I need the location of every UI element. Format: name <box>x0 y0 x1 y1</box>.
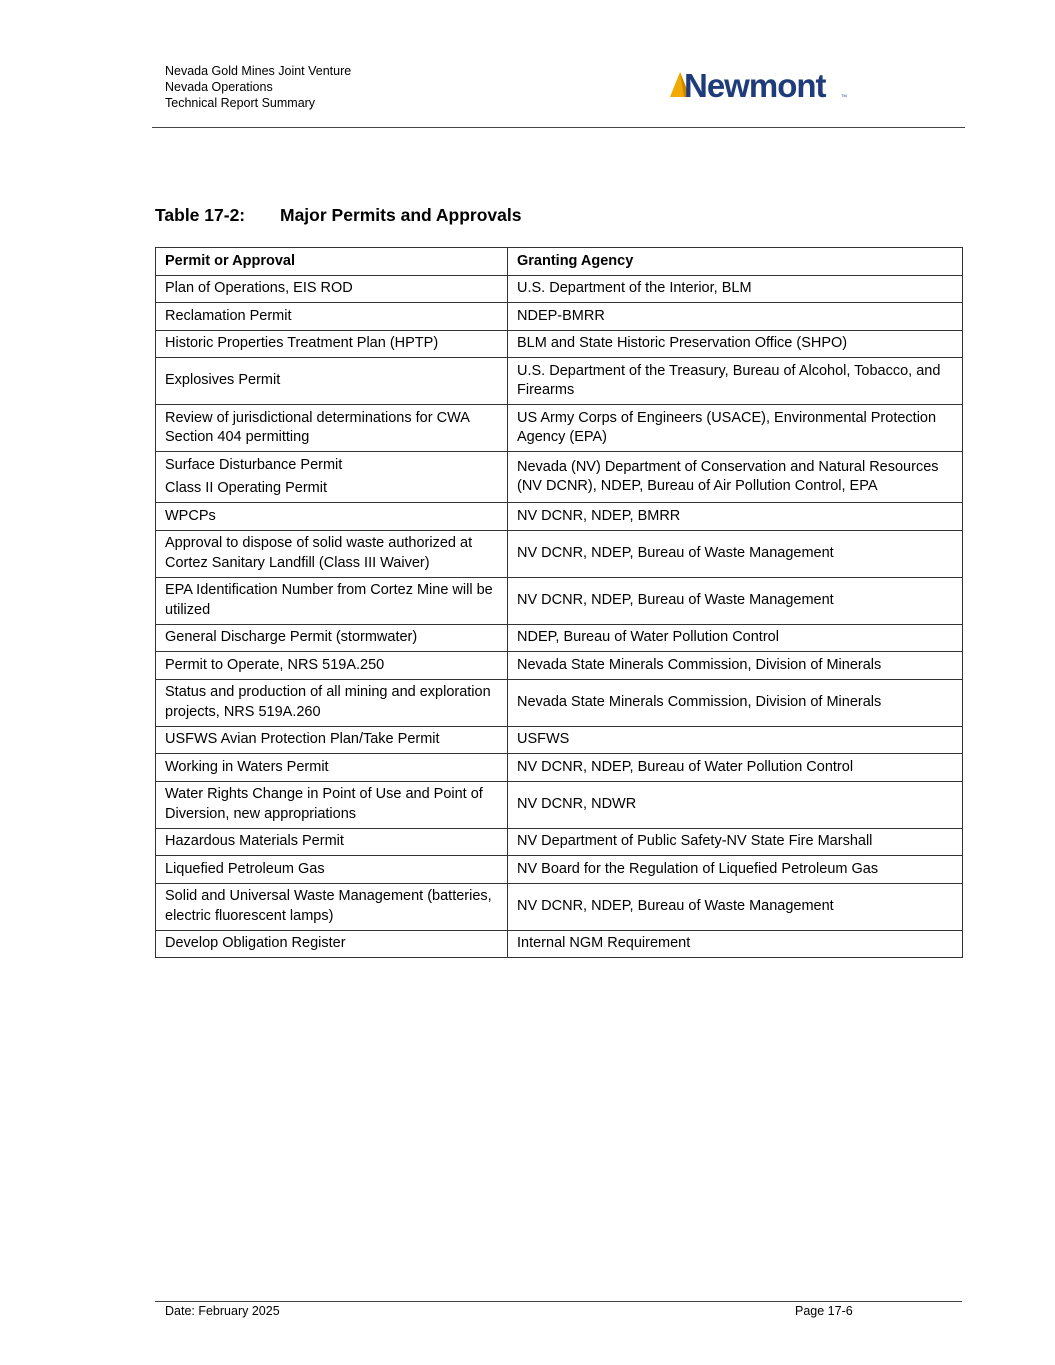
agency-cell: NDEP, Bureau of Water Pollution Control <box>508 624 963 652</box>
permit-cell <box>156 828 508 856</box>
agency-cell: NV DCNR, NDEP, BMRR <box>508 503 963 531</box>
permit-cell <box>156 275 508 303</box>
agency-cell: U.S. Department of the Interior, BLM <box>508 275 963 303</box>
permit-name: Review of jurisdictional determinations for CWA Section 404 permitting <box>165 409 470 445</box>
header-divider <box>152 127 965 128</box>
logo-trademark: TM <box>841 93 847 98</box>
table-number: Table 17-2: <box>155 205 246 225</box>
agency-cell: Nevada State Minerals Commission, Division of Minerals <box>508 652 963 680</box>
table-row <box>156 503 963 531</box>
agency-cell: Nevada State Minerals Commission, Division of Minerals <box>508 679 963 726</box>
agency-cell: US Army Corps of Engineers (USACE), Environmental Protection Agency (EPA) <box>508 405 963 452</box>
permit-cell <box>156 577 508 624</box>
permit-name: WPCPs <box>165 507 216 524</box>
agency-cell: NV Board for the Regulation of Liquefied Petroleum Gas <box>508 856 963 884</box>
permit-cell <box>156 452 508 503</box>
column-header-agency: Granting Agency <box>508 248 963 276</box>
document-header <box>165 63 351 111</box>
table-row <box>156 577 963 624</box>
permit-cell <box>156 530 508 577</box>
permit-cell <box>156 330 508 358</box>
permit-name: USFWS Avian Protection Plan/Take Permit <box>165 731 440 747</box>
permit-name: Historic Properties Treatment Plan (HPTP) <box>165 335 439 351</box>
permit-name: Surface Disturbance Permit <box>165 456 343 473</box>
permit-cell <box>156 358 508 405</box>
permit-cell <box>156 856 508 884</box>
permit-cell <box>156 503 508 531</box>
permit-cell <box>156 405 508 452</box>
permit-name: Explosives Permit <box>165 372 281 389</box>
agency-cell: Internal NGM Requirement <box>508 930 963 958</box>
column-header-permit: Permit or Approval <box>156 248 508 276</box>
permit-cell <box>156 781 508 828</box>
permit-cell <box>156 624 508 652</box>
header-operations: Nevada Operations <box>165 80 273 94</box>
table-header-row <box>156 248 963 276</box>
permit-name: Approval to dispose of solid waste authorized at Cortez Sanitary Landfill (Class III Waiver) <box>165 535 473 571</box>
permit-name: Liquefied Petroleum Gas <box>165 860 325 877</box>
table-body <box>156 275 963 958</box>
agency-cell: NV Department of Public Safety-NV State Fire Marshall <box>508 828 963 856</box>
table-row <box>156 828 963 856</box>
header-company: Nevada Gold Mines Joint Venture <box>165 64 352 78</box>
agency-cell: NV DCNR, NDEP, Bureau of Water Pollution Control <box>508 754 963 782</box>
agency-cell: NV DCNR, NDEP, Bureau of Waste Management <box>508 577 963 624</box>
permit-name: Permit to Operate, NRS 519A.250 <box>165 656 385 673</box>
table-row <box>156 275 963 303</box>
permit-name: Class II Operating Permit <box>165 480 327 496</box>
permit-cell <box>156 930 508 958</box>
permit-name: Plan of Operations, EIS ROD <box>165 280 353 296</box>
agency-cell: NDEP-BMRR <box>508 303 963 331</box>
permit-name: Hazardous Materials Permit <box>165 833 344 849</box>
agency-cell: Nevada (NV) Department of Conservation and Natural Resources (NV DCNR), NDEP, Bureau of Air Pollution Control, EPA <box>508 452 963 503</box>
permit-cell <box>156 303 508 331</box>
permit-name: Status and production of all mining and exploration projects, NRS 519A.260 <box>165 684 491 720</box>
table-row <box>156 930 963 958</box>
footer-page-number: Page 17-6 <box>795 1304 853 1318</box>
permit-name: Reclamation Permit <box>165 307 292 324</box>
table-row <box>156 330 963 358</box>
agency-cell: USFWS <box>508 726 963 754</box>
agency-cell: NV DCNR, NDEP, Bureau of Waste Management <box>508 883 963 930</box>
header-report-type: Technical Report Summary <box>165 96 316 110</box>
permit-name: Develop Obligation Register <box>165 935 346 951</box>
permit-name: EPA Identification Number from Cortez Mine will be utilized <box>165 582 493 618</box>
permit-cell <box>156 652 508 680</box>
permits-table <box>155 247 963 958</box>
table-row <box>156 856 963 884</box>
table-caption <box>155 205 522 226</box>
table-row <box>156 405 963 452</box>
table-row <box>156 754 963 782</box>
table-row <box>156 883 963 930</box>
permit-cell <box>156 679 508 726</box>
table-row <box>156 530 963 577</box>
logo-wordmark: Newmont <box>684 68 826 104</box>
footer-divider <box>155 1301 962 1302</box>
table-row <box>156 624 963 652</box>
table-row <box>156 452 963 503</box>
table-row <box>156 679 963 726</box>
table-row <box>156 358 963 405</box>
permit-cell <box>156 754 508 782</box>
table-row <box>156 303 963 331</box>
agency-cell: U.S. Department of the Treasury, Bureau of Alcohol, Tobacco, and Firearms <box>508 358 963 405</box>
table-row <box>156 781 963 828</box>
permit-name: Solid and Universal Waste Management (batteries, electric fluorescent lamps) <box>165 888 492 924</box>
footer-date: Date: February 2025 <box>165 1304 280 1318</box>
permit-cell <box>156 883 508 930</box>
agency-cell: BLM and State Historic Preservation Office (SHPO) <box>508 330 963 358</box>
permit-name: Water Rights Change in Point of Use and Point of Diversion, new appropriations <box>165 786 483 822</box>
newmont-logo <box>669 68 854 104</box>
table-row <box>156 726 963 754</box>
agency-cell: NV DCNR, NDEP, Bureau of Waste Management <box>508 530 963 577</box>
permit-cell <box>156 726 508 754</box>
table-title: Major Permits and Approvals <box>280 205 522 225</box>
permit-name: General Discharge Permit (stormwater) <box>165 629 418 645</box>
table-row <box>156 652 963 680</box>
permit-name: Working in Waters Permit <box>165 758 329 775</box>
agency-cell: NV DCNR, NDWR <box>508 781 963 828</box>
